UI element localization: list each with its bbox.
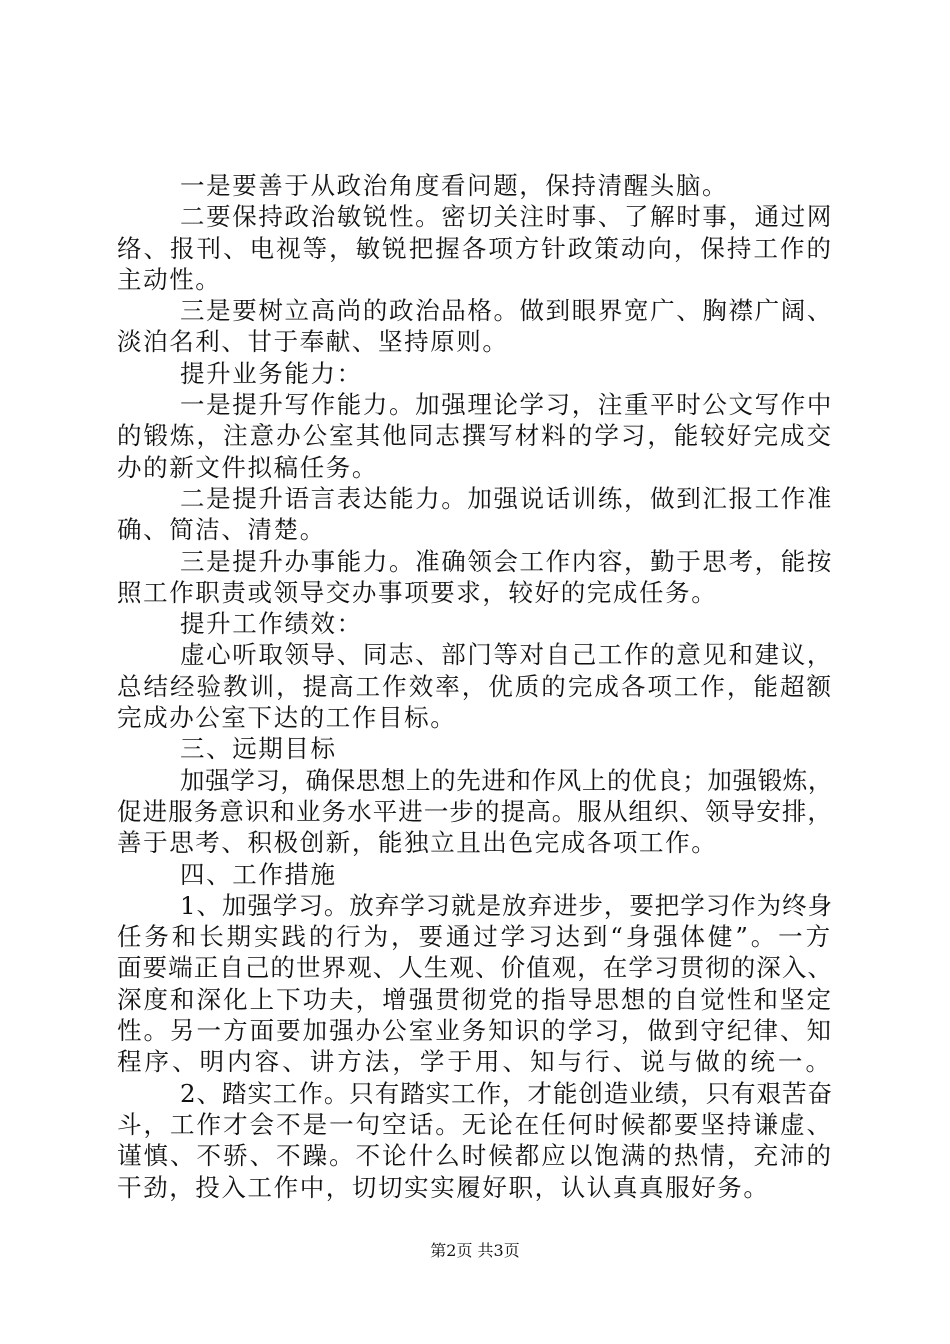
text-line: 四、工作措施 [180,859,337,889]
text-line: 三是提升办事能力。准确领会工作内容，勤于思考，能按 [180,546,833,576]
text-line: 干劲，投入工作中，切切实实履好职，认认真真服好务。 [117,1172,770,1202]
document-body [117,170,833,1203]
text-line: 二是提升语言表达能力。加强说话训练，做到汇报工作准 [180,483,833,513]
text-line: 总结经验教训，提高工作效率，优质的完成各项工作，能超额 [117,671,833,701]
text-line: 二要保持政治敏锐性。密切关注时事、了解时事，通过网 [180,202,833,232]
text-line: 络、报刊、电视等，敏锐把握各项方针政策动向，保持工作的 [117,233,833,263]
text-line: 确、简洁、清楚。 [117,515,326,545]
text-line: 三是要树立高尚的政治品格。做到眼界宽广、胸襟广阔、 [180,296,833,326]
text-line: 善于思考、积极创新，能独立且出色完成各项工作。 [117,828,718,858]
text-line: 促进服务意识和业务水平进一步的提高。服从组织、领导安排， [117,796,833,826]
text-line: 提升工作绩效： [180,609,363,639]
text-line: 主动性。 [117,264,222,294]
text-line: 性。另一方面要加强办公室业务知识的学习，做到守纪律、知 [117,1016,833,1046]
text-line: 任务和长期实践的行为，要通过学习达到“身强体健”。一方 [117,922,833,952]
text-line: 深度和深化上下功夫，增强贯彻党的指导思想的自觉性和坚定 [117,984,833,1014]
text-line: 的锻炼，注意办公室其他同志撰写材料的学习，能较好完成交 [117,421,833,451]
text-line: 程序、明内容、讲方法，学于用、知与行、说与做的统一。 [117,1047,833,1077]
text-line: 完成办公室下达的工作目标。 [117,703,457,733]
text-line: 照工作职责或领导交办事项要求，较好的完成任务。 [117,577,718,607]
text-line: 面要端正自己的世界观、人生观、价值观，在学习贯彻的深入、 [117,953,833,983]
text-line: 提升业务能力： [180,358,363,388]
text-line: 淡泊名利、甘于奉献、坚持原则。 [117,327,509,357]
text-line: 加强学习，确保思想上的先进和作风上的优良；加强锻炼， [180,765,833,795]
text-line: 1、加强学习。放弃学习就是放弃进步，要把学习作为终身 [180,890,833,920]
text-line: 一是要善于从政治角度看问题，保持清醒头脑。 [180,171,729,200]
text-line: 2、踏实工作。只有踏实工作，才能创造业绩，只有艰苦奋 [180,1078,833,1108]
text-line: 斗，工作才会不是一句空话。无论在任何时候都要坚持谦虚、 [117,1109,833,1139]
text-line: 三、远期目标 [180,734,337,764]
text-line: 一是提升写作能力。加强理论学习，注重平时公文写作中 [180,390,833,420]
text-line: 谨慎、不骄、不躁。不论什么时候都应以饱满的热情，充沛的 [117,1141,833,1171]
page-footer: 第2页 共3页 [430,1241,520,1260]
text-line: 虚心听取领导、同志、部门等对自己工作的意见和建议， [180,640,833,670]
text-line: 办的新文件拟稿任务。 [117,452,378,482]
